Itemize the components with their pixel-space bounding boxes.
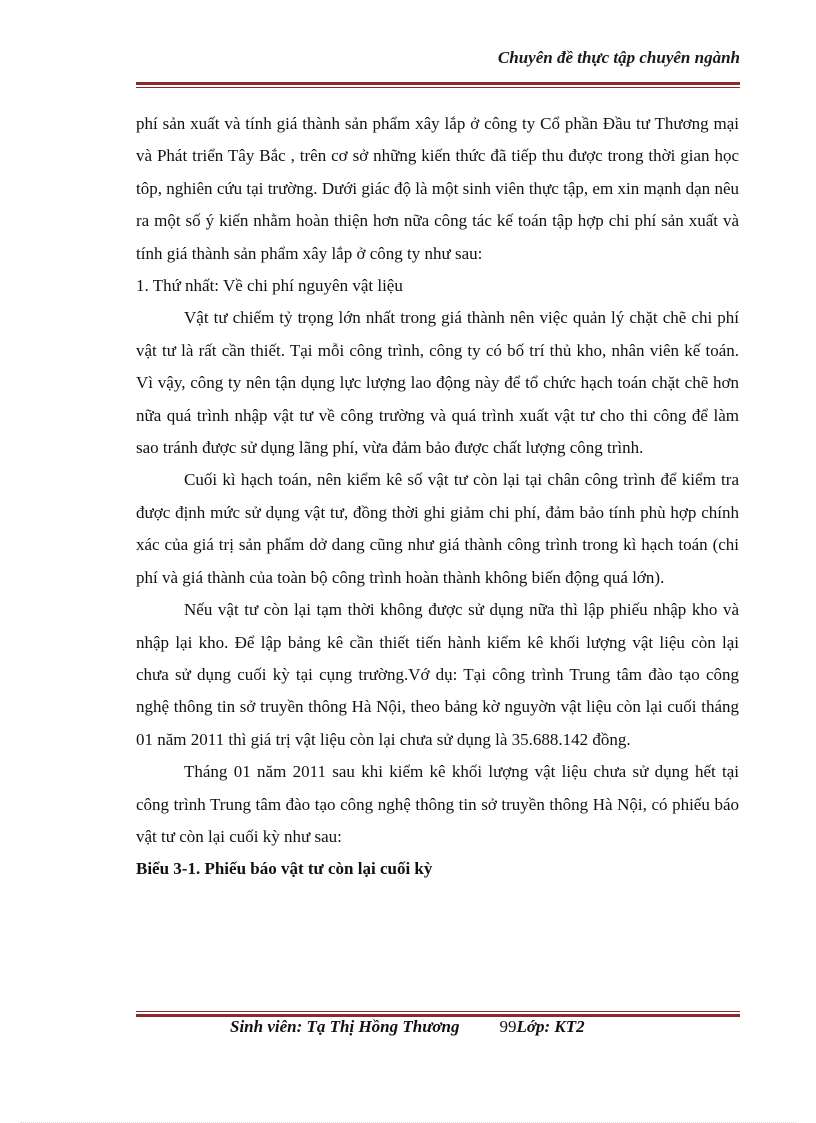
paragraph-intro: phí sản xuất và tính giá thành sản phẩm xây lắp ở công ty Cổ phần Đầu tư Thương mại và Phát triển Tây Bắc , trên cơ sở những kiến thức đã tiếp thu được trong thời gian học tôp, nghiên cứu tại trường. Dưới giác độ là một sinh viên thực tập, em xin mạnh dạn nêu ra một số ý kiến nhằm hoàn thiện hơn nữa công tác kế toán tập hợp chi phí sản xuất và tính giá thành sản phẩm xây lắp ở công ty như sau:	[136, 114, 739, 263]
section-heading: 1. Thứ nhất: Về chi phí nguyên vật liệu	[136, 276, 403, 296]
table-caption: Biểu 3-1. Phiếu báo vật tư còn lại cuối kỳ	[136, 859, 433, 879]
document-body	[136, 108, 739, 886]
footer-class-label: Lớp: KT2	[516, 1017, 585, 1036]
paragraph-return-stock: Nếu vật tư còn lại tạm thời không được sử dụng nữa thì lập phiếu nhập kho và nhập lại kho. Để lập bảng kê cần thiết tiến hành kiểm kê khối lượng vật liệu còn lại chưa sử dụng cuối kỳ tại cụng trường.Vớ dụ: Tại công trình Trung tâm đào tạo công nghệ thông tin sở truyền thông Hà Nội, theo bảng kờ nguyờn vật liệu còn lại cuối tháng 01 năm 2011 thì giá trị vật liệu còn lại chưa sử dụng là 35.688.142 đồng.	[136, 600, 739, 749]
paragraph-materials: Vật tư chiếm tỷ trọng lớn nhất trong giá thành nên việc quản lý chặt chẽ chi phí vật tư là rất cần thiết. Tại mỗi công trình, công ty có bố trí thủ kho, nhân viên kế toán. Vì vậy, công ty nên tận dụng lực lượng lao động này để tổ chức hạch toán chặt chẽ hơn nữa quá trình nhập vật tư về công trường và quá trình xuất vật tư cho thi công để làm sao tránh được sử dụng lãng phí, vừa đảm bảo được chất lượng công trình.	[136, 308, 739, 458]
paragraph-january-report: Tháng 01 năm 2011 sau khi kiểm kê khối lượng vật liệu chưa sử dụng hết tại công trình Trung tâm đào tạo công nghệ thông tin sở truyền thông Hà Nội, có phiếu báo vật tư còn lại cuối kỳ như sau:	[136, 762, 739, 846]
page-number: 99	[499, 1017, 517, 1036]
header-title: Chuyên đề thực tập chuyên ngành	[497, 48, 740, 67]
paragraph-inventory: Cuối kì hạch toán, nên kiểm kê số vật tư còn lại tại chân công trình để kiểm tra được định mức sử dụng vật tư, đồng thời ghi giảm chi phí, đảm bảo tính phù hợp chính xác của giá trị sản phẩm dở dang cũng như giá thành công trình trong kì hạch toán (chi phí và giá thành của toàn bộ công trình hoàn thành không biến động quá lớn).	[136, 470, 739, 587]
header-divider	[136, 82, 740, 88]
footer-student-name: Sinh viên: Tạ Thị Hồng Thương	[230, 1017, 460, 1036]
page-footer	[230, 1017, 750, 1037]
